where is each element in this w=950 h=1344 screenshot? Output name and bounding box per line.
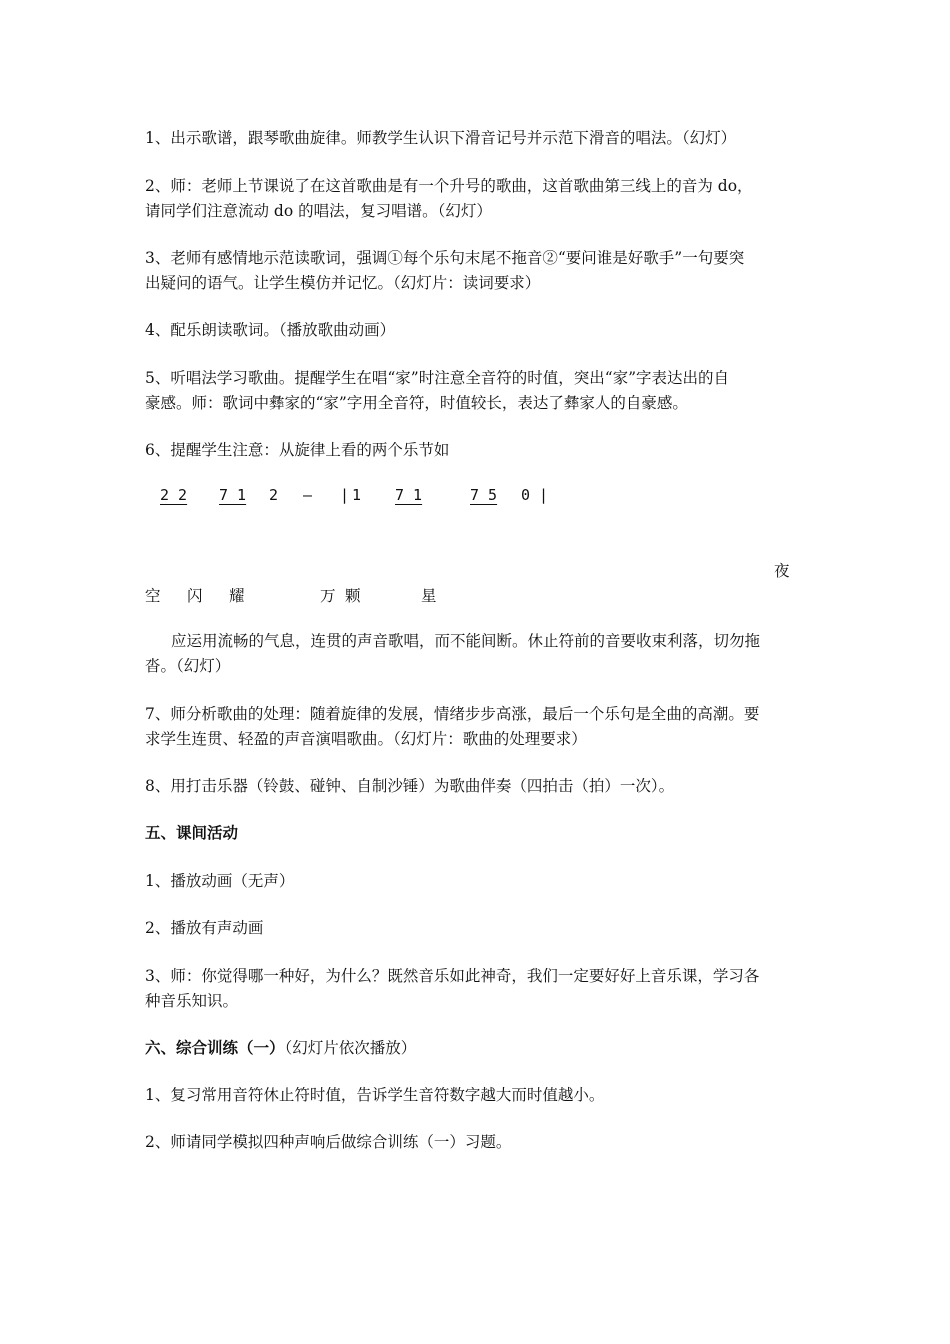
notation-beat: 7 1 (219, 486, 247, 504)
paragraph-line: 1、复习常用音符休止符时值，告诉学生音符数字越大而时值越小。 (145, 1086, 605, 1104)
notation-rest: 0 (521, 486, 531, 504)
notation-barline: | (340, 486, 350, 504)
notation-beat: 2 (269, 486, 279, 504)
paragraph-line: 3、老师有感情地示范读歌词，强调①每个乐句末尾不拖音②“要问谁是好歌手”一句要突 (145, 249, 745, 267)
lyric-char: 夜 (774, 562, 790, 580)
notation-dash: – (303, 486, 313, 504)
paragraph-line: 2、播放有声动画 (145, 919, 264, 937)
paragraph-line: 4、配乐朗读歌词。（播放歌曲动画） (145, 321, 396, 339)
paragraph-line: 求学生连贯、轻盈的声音演唱歌曲。（幻灯片：歌曲的处理要求） (145, 730, 587, 748)
notation-barline: | (539, 486, 549, 504)
section-heading-note: （幻灯片依次播放） (284, 1039, 417, 1057)
paragraph-line: 6、提醒学生注意：从旋律上看的两个乐节如 (145, 441, 450, 459)
section-heading (145, 1038, 416, 1058)
lyric-char: 耀 (229, 587, 245, 605)
paragraph-line: 种音乐知识。 (145, 992, 239, 1010)
paragraph-line: 豪感。师：歌词中彝家的“家”字用全音符，时值较长，表达了彝家人的自豪感。 (145, 394, 688, 412)
paragraph-line: 3、师：你觉得哪一种好，为什么？既然音乐如此神奇，我们一定要好好上音乐课，学习各 (145, 967, 760, 985)
paragraph-line: 1、播放动画（无声） (145, 872, 295, 890)
lyric-char: 万 (320, 587, 336, 605)
notation-beat: 2 2 (160, 486, 188, 504)
paragraph-line: 5、听唱法学习歌曲。提醒学生在唱“家”时注意全音符的时值，突出“家”字表达出的自 (145, 369, 730, 387)
paragraph-line: 2、师请同学模拟四种声响后做综合训练（一）习题。 (145, 1133, 512, 1151)
lyric-char: 空 (145, 587, 161, 605)
paragraph-line: 应运用流畅的气息，连贯的声音歌唱，而不能间断。休止符前的音要收束利落，切勿拖 (171, 632, 761, 650)
paragraph-line: 出疑问的语气。让学生模仿并记忆。（幻灯片：读词要求） (145, 274, 541, 292)
section-heading: 五、课间活动 (145, 823, 239, 842)
lyric-char: 星 (421, 587, 437, 605)
notation-beat: 1 (352, 486, 362, 504)
notation-beat: 7 5 (470, 486, 498, 504)
paragraph-line: 7、师分析歌曲的处理：随着旋律的发展，情绪步步高涨，最后一个乐句是全曲的高潮。要 (145, 705, 760, 723)
paragraph-line: 1、出示歌谱，跟琴歌曲旋律。师教学生认识下滑音记号并示范下滑音的唱法。（幻灯） (145, 129, 737, 147)
paragraph-line: 2、师：老师上节课说了在这首歌曲是有一个升号的歌曲，这首歌曲第三线上的音为 do， (145, 177, 753, 195)
lyric-char: 闪 (187, 587, 203, 605)
paragraph-line: 沓。（幻灯） (145, 657, 231, 675)
lyric-char: 颗 (345, 587, 361, 605)
jianpu-notation (0, 486, 950, 510)
notation-beat: 7 1 (395, 486, 423, 504)
section-heading-title: 六、综合训练（一） (145, 1038, 285, 1057)
paragraph-line: 8、用打击乐器（铃鼓、碰钟、自制沙锤）为歌曲伴奏（四拍击（拍）一次）。 (145, 777, 675, 795)
paragraph-line: 请同学们注意流动 do 的唱法，复习唱谱。（幻灯） (145, 202, 492, 220)
